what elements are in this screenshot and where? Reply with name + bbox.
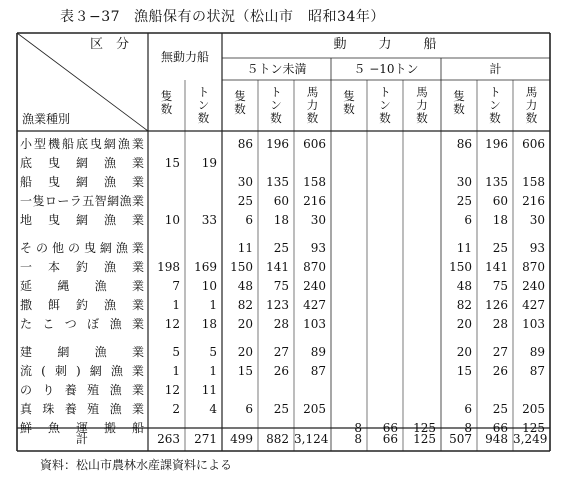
row-label: 地 曳 網 漁 業 xyxy=(20,213,144,227)
header-doryokusen: 動 力 船 xyxy=(333,37,439,52)
table-cell: 75 xyxy=(492,279,508,293)
total-cell: 263 xyxy=(157,432,180,446)
row-label: 小 型 機 船 底 曳 網 漁 業 xyxy=(20,137,144,151)
column-header-3: ト ン 数 xyxy=(270,85,282,125)
column-header-7: 馬 力 数 xyxy=(416,85,428,125)
column-header-4: 馬 力 数 xyxy=(306,85,319,125)
table-cell: 606 xyxy=(522,137,545,151)
row-label: 鮮 魚 運 搬 船 xyxy=(20,421,144,435)
table-cell: 28 xyxy=(273,317,289,331)
table-cell: 60 xyxy=(273,194,289,208)
total-cell: 948 xyxy=(485,432,508,446)
table-cell: 141 xyxy=(266,260,289,274)
table-cell: 82 xyxy=(456,298,472,312)
row-label: 建 網 漁 業 xyxy=(20,345,144,359)
table-cell: 25 xyxy=(273,241,289,255)
table-cell: 870 xyxy=(522,260,545,274)
column-header-5: 隻 数 xyxy=(343,89,355,116)
table-cell: 60 xyxy=(492,194,508,208)
table-cell: 1 xyxy=(209,298,217,312)
table-cell: 158 xyxy=(522,175,545,189)
table-cell: 6 xyxy=(464,402,472,416)
table-cell: 4 xyxy=(209,402,217,416)
table-cell: 8 xyxy=(464,421,472,435)
total-cell: 8 xyxy=(354,432,362,446)
table-cell: 150 xyxy=(449,260,472,274)
table-cell: 87 xyxy=(310,364,326,378)
table-cell: 20 xyxy=(237,317,253,331)
table-cell: 87 xyxy=(529,364,545,378)
table-cell: 18 xyxy=(273,213,289,227)
total-cell: 66 xyxy=(382,432,398,446)
table-cell: 240 xyxy=(522,279,545,293)
table-cell: 25 xyxy=(273,402,289,416)
table-cell: 28 xyxy=(492,317,508,331)
table-cell: 30 xyxy=(529,213,545,227)
total-cell: 3,124 xyxy=(294,432,329,446)
table-cell: 135 xyxy=(485,175,508,189)
row-label: た こ つ ぼ 漁 業 xyxy=(20,317,144,331)
header-5-10-ton: ５ −10トン xyxy=(353,62,419,76)
row-label: 船 曳 網 漁 業 xyxy=(20,175,144,189)
column-header-6: ト ン 数 xyxy=(379,85,391,125)
table-cell: 198 xyxy=(157,260,180,274)
table-cell: 7 xyxy=(172,279,180,293)
table-cell: 427 xyxy=(522,298,545,312)
table-cell: 15 xyxy=(164,156,180,170)
table-cell: 30 xyxy=(456,175,472,189)
table-cell: 25 xyxy=(492,402,508,416)
table-cell: 26 xyxy=(492,364,508,378)
table-cell: 15 xyxy=(456,364,472,378)
total-row-label: 計 xyxy=(75,432,88,446)
table-cell: 205 xyxy=(522,402,545,416)
column-header-10: 馬 力 数 xyxy=(525,85,538,125)
table-cell: 5 xyxy=(172,345,180,359)
table-cell: 18 xyxy=(201,317,217,331)
table-cell: 30 xyxy=(237,175,253,189)
row-label: 撒 餌 釣 漁 業 xyxy=(20,298,144,312)
total-cell: 125 xyxy=(413,432,436,446)
table-cell: 26 xyxy=(273,364,289,378)
column-header-1: ト ン 数 xyxy=(197,85,210,125)
header-under-5-ton: ５トン未満 xyxy=(246,62,307,76)
table-cell: 82 xyxy=(237,298,253,312)
table-cell: 15 xyxy=(237,364,253,378)
header-kubun: 区 分 xyxy=(90,37,130,52)
table-cell: 19 xyxy=(201,156,217,170)
table-cell: 27 xyxy=(492,345,508,359)
table-cell: 158 xyxy=(303,175,326,189)
table-cell: 169 xyxy=(194,260,217,274)
table-cell: 66 xyxy=(492,421,508,435)
table-cell: 196 xyxy=(485,137,508,151)
table-number: 表３−37 xyxy=(60,9,121,25)
table-cell: 123 xyxy=(266,298,289,312)
total-cell: 507 xyxy=(449,432,472,446)
total-cell: 882 xyxy=(266,432,289,446)
row-label: 流 ( 刺 ) 網 漁 業 xyxy=(20,364,144,378)
table-cell: 93 xyxy=(529,241,545,255)
table-cell: 89 xyxy=(529,345,545,359)
table-cell: 11 xyxy=(237,241,253,255)
table-cell: 12 xyxy=(164,317,180,331)
table-cell: 11 xyxy=(201,383,217,397)
table-cell: 1 xyxy=(172,364,180,378)
table-cell: 25 xyxy=(456,194,472,208)
table-cell: 606 xyxy=(303,137,326,151)
table-cell: 1 xyxy=(172,298,180,312)
table-cell: 126 xyxy=(485,298,508,312)
table-cell: 86 xyxy=(456,137,472,151)
table-cell: 141 xyxy=(485,260,508,274)
table-cell: 66 xyxy=(382,421,398,435)
table-cell: 25 xyxy=(237,194,253,208)
row-label: 一 隻 ロ ー ラ 五 智 網 漁 業 xyxy=(20,194,144,208)
table-cell: 125 xyxy=(522,421,545,435)
row-label: 真 珠 養 殖 漁 業 xyxy=(20,402,144,416)
column-header-9: ト ン 数 xyxy=(489,85,501,125)
table-cell: 20 xyxy=(456,317,472,331)
row-label: 底 曳 網 漁 業 xyxy=(20,156,144,170)
table-cell: 103 xyxy=(522,317,545,331)
table-cell: 205 xyxy=(303,402,326,416)
header-mudoryokusen: 無動力船 xyxy=(160,50,209,64)
table-cell: 150 xyxy=(230,260,253,274)
table-cell: 10 xyxy=(164,213,180,227)
table-cell: 427 xyxy=(303,298,326,312)
table-caption: 漁船保有の状況（松山市 昭和34年） xyxy=(134,9,385,25)
table-cell: 75 xyxy=(273,279,289,293)
table-cell: 18 xyxy=(492,213,508,227)
table-cell: 870 xyxy=(303,260,326,274)
table-cell: 12 xyxy=(164,383,180,397)
column-header-2: 隻 数 xyxy=(234,89,246,116)
table-cell: 135 xyxy=(266,175,289,189)
table-cell: 1 xyxy=(209,364,217,378)
table-cell: 30 xyxy=(310,213,326,227)
table-cell: 216 xyxy=(522,194,545,208)
table-cell: 48 xyxy=(456,279,472,293)
table-cell: 11 xyxy=(456,241,472,255)
table-cell: 240 xyxy=(303,279,326,293)
row-label: そ の 他 の 曳 網 漁 業 xyxy=(20,241,144,255)
table-cell: 5 xyxy=(209,345,217,359)
row-label: の り 養 殖 漁 業 xyxy=(20,383,144,397)
table-cell: 8 xyxy=(354,421,362,435)
header-gyogyo-shubetsu: 漁業種別 xyxy=(22,112,71,126)
total-cell: 3,249 xyxy=(513,432,548,446)
row-label: 延 縄 漁 業 xyxy=(20,279,144,293)
row-label: 一 本 釣 漁 業 xyxy=(20,260,144,274)
table-cell: 20 xyxy=(237,345,253,359)
table-cell: 6 xyxy=(245,402,253,416)
header-total-group: 計 xyxy=(489,62,502,76)
table-cell: 86 xyxy=(237,137,253,151)
table-cell: 89 xyxy=(310,345,326,359)
column-header-8: 隻 数 xyxy=(453,89,465,116)
table-cell: 6 xyxy=(464,213,472,227)
table-cell: 33 xyxy=(201,213,217,227)
table-cell: 103 xyxy=(303,317,326,331)
table-cell: 93 xyxy=(310,241,326,255)
table-cell: 25 xyxy=(492,241,508,255)
table-cell: 27 xyxy=(273,345,289,359)
table-cell: 48 xyxy=(237,279,253,293)
total-cell: 271 xyxy=(194,432,217,446)
table-cell: 216 xyxy=(303,194,326,208)
column-header-0: 隻 数 xyxy=(160,89,173,116)
source-note: 資料：松山市農林水産課資料による xyxy=(40,458,233,472)
table-cell: 20 xyxy=(456,345,472,359)
table-cell: 10 xyxy=(201,279,217,293)
table-cell: 196 xyxy=(266,137,289,151)
table-cell: 6 xyxy=(245,213,253,227)
table-cell: 2 xyxy=(172,402,180,416)
table-cell: 125 xyxy=(413,421,436,435)
total-cell: 499 xyxy=(230,432,253,446)
